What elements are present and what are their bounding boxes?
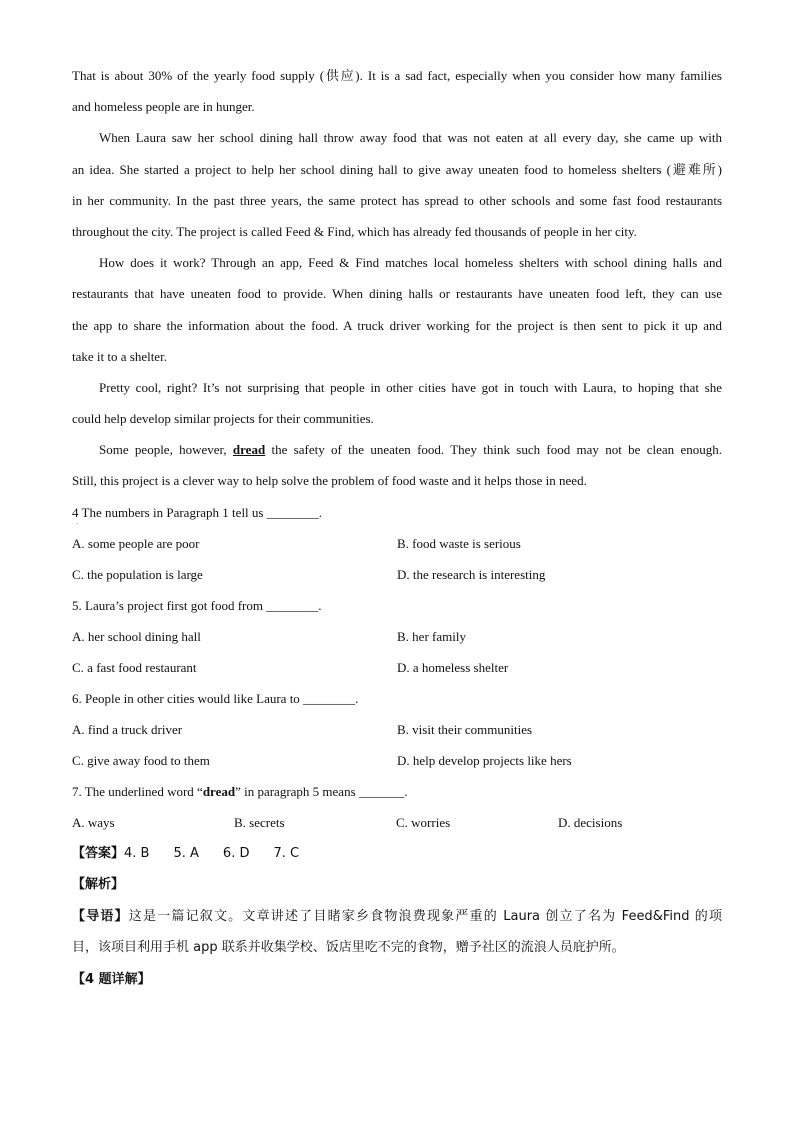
text-line (72, 434, 722, 465)
option-d: D. decisions (558, 814, 623, 830)
text-line: That is about 30% of the yearly food supply (供应). It is a sad fact, especially when you consider how many families (72, 68, 722, 83)
text-line: an idea. She started a project to help her school dining hall to give away uneaten food to homeless shelters (避难所) (72, 161, 722, 177)
question-stem: 5. Laura’s project first got food from ________. (72, 597, 322, 613)
stray-mark: · (76, 519, 79, 528)
text-line: restaurants that have uneaten food to provide. When dining halls or restaurants have uneaten food left, they can use (72, 286, 722, 302)
text-run: ” in paragraph 5 means _______. (235, 783, 408, 799)
answers-label: 【答案】 (72, 845, 125, 861)
guide-label: 【导语】 (72, 908, 129, 924)
text-line: could help develop similar projects for their communities. (72, 411, 374, 427)
question-stem: 6. People in other cities would like Laura to ________. (72, 690, 359, 706)
option-d: D. a homeless shelter (397, 659, 509, 675)
question-7 (72, 776, 722, 838)
passage (72, 60, 722, 497)
option-d: D. the research is interesting (397, 566, 546, 582)
option-b: B. visit their communities (397, 721, 533, 737)
answers-line (72, 838, 722, 870)
text-run: the safety of the uneaten food. They think such food may not be clean enough. (265, 442, 722, 458)
answer-section (72, 838, 722, 996)
option-b: B. her family (397, 628, 466, 644)
paragraph-other-cities (72, 372, 722, 434)
paragraph-continued (72, 60, 722, 122)
option-a: A. some people are poor (72, 535, 200, 551)
text-line: Pretty cool, right? It’s not surprising that people in other cities have got in touch with Laura, to hoping that she (99, 379, 722, 395)
options-row (72, 745, 722, 776)
options-row (72, 559, 722, 590)
question-5 (72, 590, 722, 683)
paragraph-dread (72, 434, 722, 496)
option-c: C. worries (396, 814, 451, 830)
questions (72, 497, 722, 838)
answer-5: 5. A (173, 845, 199, 861)
keyword-dread: dread (232, 442, 266, 458)
keyword-dread: dread (202, 783, 236, 799)
option-a: A. ways (72, 814, 115, 830)
analysis-label: 【解析】 (72, 877, 125, 893)
detail-label: 【4 题详解】 (72, 971, 151, 987)
document-page (72, 60, 722, 995)
text-line: in her community. In the past three years, the same protect has spread to other schools and some fast food restaurants (72, 192, 722, 208)
options-row (72, 528, 722, 559)
guide-text: 这是一篇记叙文。文章讲述了目睹家乡食物浪费现象严重的 Laura 创立了名为 Feed&Find 的项 (128, 908, 722, 924)
text-line: How does it work? Through an app, Feed & Find matches local homeless shelters with school dining halls and (99, 255, 722, 271)
option-a: A. her school dining hall (72, 628, 201, 644)
text-line: Still, this project is a clever way to help solve the problem of food waste and it helps those in need. (72, 473, 587, 489)
options-row (72, 714, 722, 745)
options-row (72, 652, 722, 683)
question-4 (72, 497, 722, 590)
text-line: When Laura saw her school dining hall throw away food that was not eaten at all every day, she came up with (99, 130, 722, 146)
option-b: B. food waste is serious (397, 535, 521, 551)
text-run: Some people, however, (99, 442, 233, 458)
answer-7: 7. C (273, 845, 300, 861)
text-run: 7. The underlined word “ (72, 783, 203, 799)
option-d: D. help develop projects like hers (397, 752, 572, 768)
text-line: throughout the city. The project is called Feed & Find, which has already fed thousands of people in her city. (72, 223, 637, 239)
option-b: B. secrets (234, 814, 285, 830)
question-stem (72, 776, 722, 807)
answer-6: 6. D (222, 845, 250, 861)
options-row (72, 807, 722, 838)
options-row (72, 621, 722, 652)
paragraph-laura-idea (72, 122, 722, 247)
option-c: C. the population is large (72, 566, 203, 582)
text-line: and homeless people are in hunger. (72, 99, 255, 115)
text-line: take it to a shelter. (72, 348, 167, 364)
option-a: A. find a truck driver (72, 721, 183, 737)
option-c: C. give away food to them (72, 752, 210, 768)
paragraph-how-it-works (72, 247, 722, 372)
option-c: C. a fast food restaurant (72, 659, 197, 675)
text-line: the app to share the information about the food. A truck driver working for the project is then sent to pick it up and (72, 317, 722, 333)
guide-line: 目，该项目利用手机 app 联系并收集学校、饭店里吃不完的食物，赠予社区的流浪人员庇护所。 (72, 940, 625, 956)
answer-4: 4. B (124, 845, 150, 861)
question-stem: 4 The numbers in Paragraph 1 tell us ________. (72, 504, 322, 520)
guide-line (72, 901, 722, 933)
question-6 (72, 683, 722, 776)
